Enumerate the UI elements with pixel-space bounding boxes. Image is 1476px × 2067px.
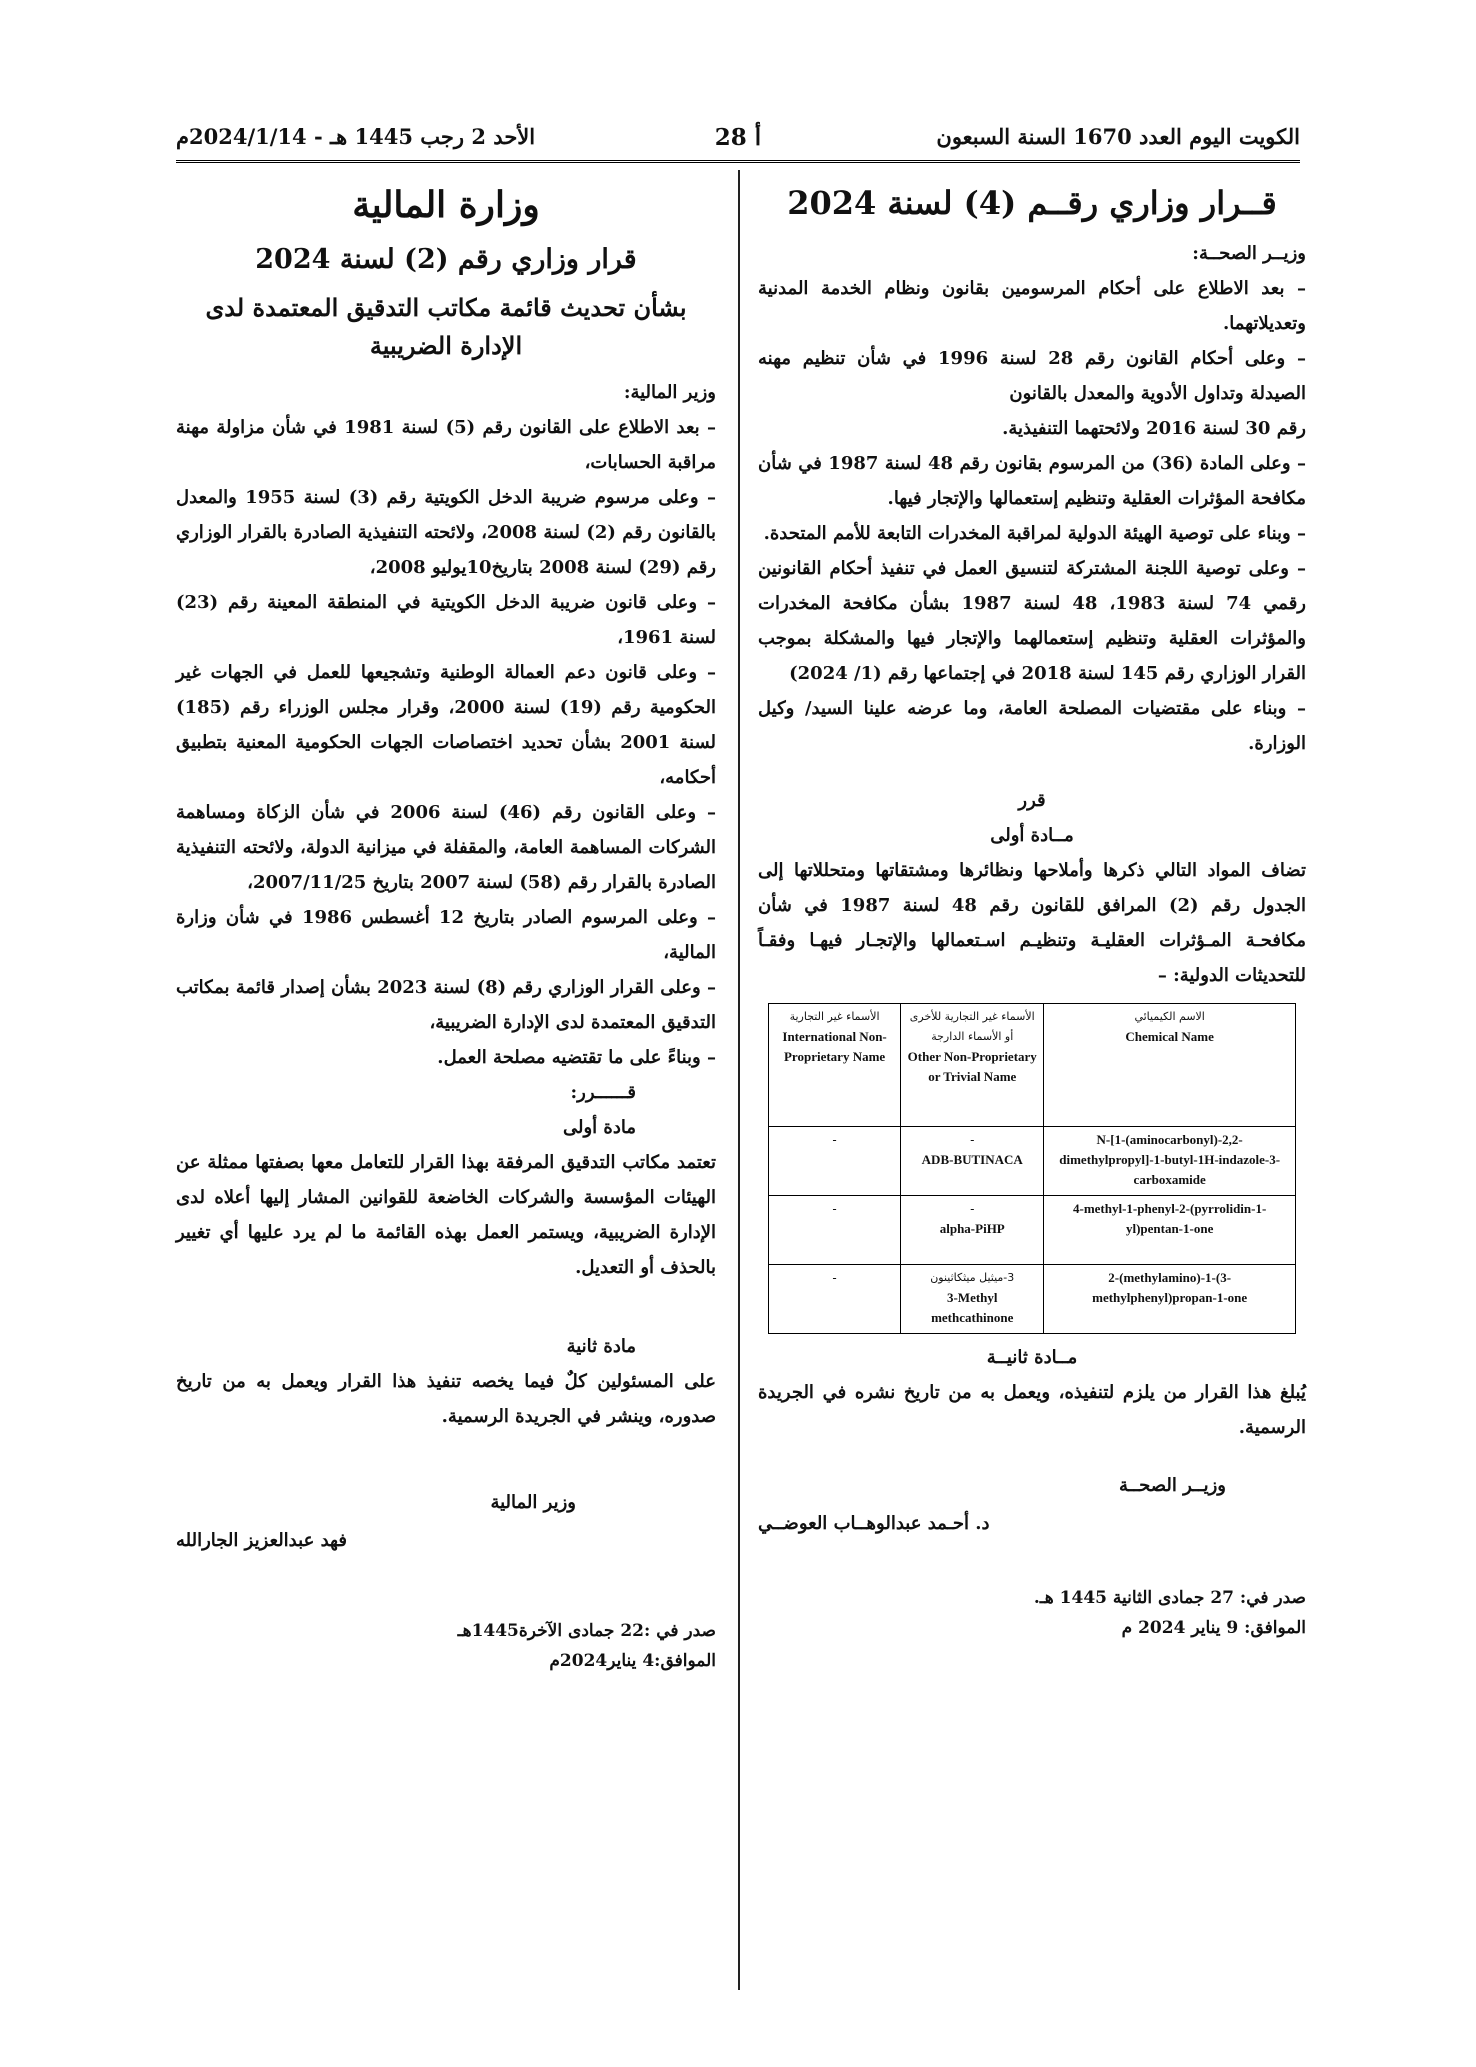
article-text: تعتمد مكاتب التدقيق المرفقة بهذا القرار للتعامل معها بصفتها ممثلة عن الهيئات المؤسسة والشركات الخاضعة للقوانين المشار إليها أعلاه لدى الإدارة الضريبية، ويستمر العمل بهذه القائمة ما لم يرد عليها أي تغيير بالحذف أو التعديل. — [176, 1152, 716, 1279]
table-header-cell: الأسماء غير التجارية International Non-Proprietary Name — [769, 1004, 901, 1127]
paragraph: – وعلى القرار الوزاري رقم (8) لسنة 2023 بشأن إصدار قائمة بمكاتب التدقيق المعتمدة لدى الإدارة الضريبية، — [176, 977, 716, 1034]
decree-health-column — [758, 172, 1306, 1643]
chemical-name-cell: 2-(methylamino)-1-(3-methylphenyl)propan-1-one — [1044, 1265, 1296, 1334]
column-divider — [738, 170, 740, 1990]
table-header-cell: الأسماء غير التجارية للأخرى أو الأسماء الدارجة Other Non-Proprietary or Trivial Name — [901, 1004, 1044, 1127]
article-title: مادة أولى — [562, 1117, 636, 1139]
table-row — [769, 1127, 1296, 1196]
other-name-cell: - alpha-PiHP — [901, 1196, 1044, 1265]
table-header-cell: الاسم الكيميائي Chemical Name — [1044, 1004, 1296, 1127]
paragraph: – وعلى مرسوم ضريبة الدخل الكويتية رقم (3) لسنة 1955 والمعدل بالقانون رقم (2) لسنة 2008، ولائحته التنفيذية الصادرة بالقرار الوزاري رقم (29) لسنة 2008 بتاريخ10يوليو 2008، — [176, 487, 716, 579]
inn-cell: - — [769, 1127, 901, 1196]
inn-cell: - — [769, 1196, 901, 1265]
decided-heading: قــــــرر: — [570, 1082, 636, 1104]
decree-subtitle: بشأن تحديث قائمة مكاتب التدقيق المعتمدة لدى الإدارة الضريبية — [205, 292, 687, 360]
paragraph: – وبناء على توصية الهيئة الدولية لمراقبة المخدرات التابعة للأمم المتحدة. — [763, 523, 1306, 544]
article-text: على المسئولين كلٌ فيما يخصه تنفيذ هذا القرار ويعمل به من تاريخ صدوره، وينشر في الجريدة الرسمية. — [176, 1371, 716, 1428]
paragraph: – وعلى قانون ضريبة الدخل الكويتية في المنطقة المعينة رقم (23) لسنة 1961، — [176, 592, 716, 649]
corresponding-date: الموافق: 9 يناير 2024 م — [1121, 1618, 1306, 1638]
table-row — [769, 1265, 1296, 1334]
paragraph: – وبناءً على ما تقتضيه مصلحة العمل. — [437, 1047, 716, 1069]
inn-cell: - — [769, 1265, 901, 1334]
chemical-name-cell: N-[1-(aminocarbonyl)-2,2-dimethylpropyl]-1-butyl-1H-indazole-3-carboxamide — [1044, 1127, 1296, 1196]
publication-info: الكويت اليوم العدد 1670 السنة السبعون — [936, 124, 1300, 149]
issued-date: صدر في: 27 جمادى الثانية 1445 هـ. — [1033, 1588, 1306, 1608]
decree-title: قرار وزاري رقم (2) لسنة 2024 — [255, 244, 637, 275]
chemical-name-cell: 4-methyl-1-phenyl-2-(pyrrolidin-1-yl)pentan-1-one — [1044, 1196, 1296, 1265]
corresponding-date: الموافق:4 يناير2024م — [549, 1651, 716, 1672]
signatory-name: د. أحـمد عبدالوهــاب العوضــي — [758, 1513, 990, 1534]
table-row — [769, 1196, 1296, 1265]
decided-heading: قرر — [1018, 790, 1046, 811]
paragraph: – وعلى توصية اللجنة المشتركة لتنسيق العمل في تنفيذ أحكام القانونين رقمي 74 لسنة 1983، 48 لسنة 1987 بشأن مكافحة المخدرات والمؤثرات العقلية وتنظيم إستعمالهما والإتجار فيها والمشكلة بموجب القرار الوزاري رقم 145 لسنة 2018 في إجتماعها رقم (1/ 2024) — [758, 558, 1306, 684]
signatory-title: وزيــر الصحــة — [1118, 1475, 1226, 1496]
other-name-cell: - ADB-BUTINACA — [901, 1127, 1044, 1196]
article-title: مــادة أولى — [990, 825, 1074, 846]
article-title: مادة ثانية — [566, 1336, 636, 1358]
decree-finance-column — [176, 172, 716, 1676]
paragraph: – وعلى أحكام القانون رقم 28 لسنة 1996 في شأن تنظيم مهنه الصيدلة وتداول الأدوية والمعدل بالقانون — [758, 348, 1306, 404]
page-number: أ 28 — [714, 124, 762, 151]
signatory-title: وزير المالية — [490, 1492, 576, 1514]
issued-date: صدر في :22 جمادى الآخرة1445هـ — [457, 1621, 716, 1642]
ministry-title: وزارة المالية — [352, 184, 540, 226]
paragraph: – وعلى المادة (36) من المرسوم بقانون رقم 48 لسنة 1987 في شأن مكافحة المؤثرات العقلية وتنظيم إستعمالها والإتجار فيها. — [758, 453, 1306, 509]
paragraph: – بعد الاطلاع على أحكام المرسومين بقانون ونظام الخدمة المدنية وتعديلاتهما. — [758, 278, 1306, 334]
paragraph: – وعلى قانون دعم العمالة الوطنية وتشجيعها للعمل في الجهات غير الحكومية رقم (19) لسنة 2000، وقرار مجلس الوزراء رقم (185) لسنة 2001 بشأن تحديد اختصاصات الجهات الحكومية المعنية بتطبيق أحكامه، — [176, 662, 717, 789]
substances-table — [768, 1003, 1296, 1334]
other-name-cell: 3-ميثيل ميثكاثينون 3-Methyl methcathinone — [901, 1265, 1044, 1334]
article-text: تضاف المواد التالي ذكرها وأملاحها ونظائرها ومشتقاتها ومتحللاتها إلى الجدول رقم (2) المرافق للقانون رقم 48 لسنة 1987 في شأن مكافحـة المـؤثرات العقليـة وتنظيـم اسـتعمالها والإتجـار فيهـا وفقـاً للتحديثات الدولية: – — [758, 860, 1306, 986]
paragraph: – وعلى القانون رقم (46) لسنة 2006 في شأن الزكاة ومساهمة الشركات المساهمة العامة، والمقفلة في ميزانية الدولة، ولائحته التنفيذية الصادرة بالقرار رقم (58) لسنة 2007 بتاريخ 2007/11/25، — [176, 802, 716, 894]
article-title: مــادة ثانيــة — [986, 1347, 1078, 1368]
decree-title: قــرار وزاري رقــم (4) لسنة 2024 — [787, 184, 1277, 222]
paragraph: – بعد الاطلاع على القانون رقم (5) لسنة 1981 في شأن مزاولة مهنة مراقبة الحسابات، — [176, 417, 716, 474]
paragraph: وزيــر الصحــة: — [1192, 243, 1306, 264]
page-header — [176, 118, 1300, 163]
issue-date: الأحد 2 رجب 1445 هـ - 2024/1/14م — [176, 124, 536, 149]
signatory-name: فهد عبدالعزيز الجارالله — [176, 1530, 347, 1552]
paragraph: – وعلى المرسوم الصادر بتاريخ 12 أغسطس 1986 في شأن وزارة المالية، — [176, 907, 716, 964]
article-text: يُبلغ هذا القرار من يلزم لتنفيذه، ويعمل به من تاريخ نشره في الجريدة الرسمية. — [758, 1382, 1306, 1438]
paragraph: رقم 30 لسنة 2016 ولائحتهما التنفيذية. — [1002, 418, 1306, 439]
paragraph: – وبناء على مقتضيات المصلحة العامة، وما عرضه علينا السيد/ وكيل الوزارة. — [758, 698, 1306, 754]
paragraph: وزير المالية: — [623, 382, 716, 404]
